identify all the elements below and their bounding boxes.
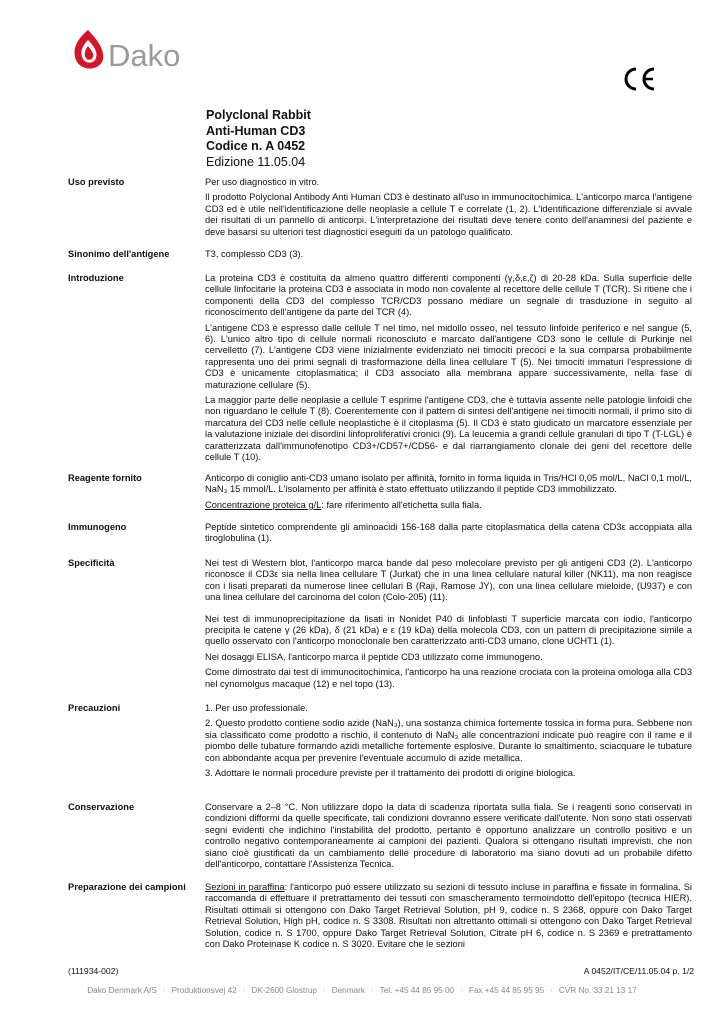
section-conservazione <box>68 802 692 874</box>
cvr: CVR No. 33 21 13 17 <box>558 986 637 995</box>
section-introduzione <box>68 273 692 468</box>
paragraph: Per uso diagnostico in vitro. <box>205 177 320 187</box>
underlined-term: Concentrazione proteica g/L <box>205 499 322 510</box>
paragraph: Come dimostrato dai test di immunocitochimica, l'anticorpo ha una reazione crociata con la proteina omologa alla CD3 nel cynomolgus macaque (12) e nel topo (13). <box>205 667 692 689</box>
edition: Edizione 11.05.04 <box>206 154 306 169</box>
city: DK-2600 Glostrup <box>251 986 317 995</box>
street: Produktionsvej 42 <box>171 986 237 995</box>
title-line-1: Polyclonal Rabbit <box>206 108 311 122</box>
section-label: Uso previsto <box>68 177 125 187</box>
paragraph: 2. Questo prodotto contiene sodio azide (NaN₃), una sostanza chimica fortemente tossica in forma pura. Sebbene non sia classificato come prodotto a rischio, il contenuto di NaN₃ alle concentrazioni indicate può reagire con il rame e il piombo delle tubature formando azidi metalliche fortemente esplosive. Durante lo smaltimento, sciacquare le tubature con abbondante acqua per prevenire l'eventuale accumulo di azide metallica. <box>205 718 692 763</box>
section-label: Preparazione dei campioni <box>68 882 186 892</box>
paragraph: Anticorpo di coniglio anti-CD3 umano isolato per affinità, fornito in forma liquida in Tris/HCl 0,05 mol/L, NaCl 0,1 mol/L, NaN₃ 15 mmol/L. L'isolamento per affinità è stato effettuato utilizzando il peptide CD3 immobilizzato. <box>205 473 692 495</box>
fax: Fax +45 44 85 95 95 <box>468 986 545 995</box>
section-precauzioni <box>68 703 692 783</box>
section-label: Introduzione <box>68 273 124 283</box>
document-number: (111934-002) <box>68 966 119 976</box>
paragraph: Nei test di immunoprecipitazione da lisati in Nonidet P40 di linfoblasti T superficie marcata con iodio, l'anticorpo precipita le catene γ (26 kDa), δ (21 kDa) e ε (19 kDa) della molecola CD3, con un pattern di precipitazione simile a quello osservato con l'anticorpo monoclonale ben caratterizzato anti-CD3 umano, clone UCHT1 (1). <box>205 613 692 647</box>
company-name: Dako Denmark A/S <box>87 986 157 995</box>
paragraph-rest: : fare riferimento all'etichetta sulla fiala. <box>321 499 482 510</box>
paragraph: T3, complesso CD3 (3). <box>205 249 304 259</box>
section-label: Immunogeno <box>68 522 127 532</box>
paragraph: Nei dosaggi ELISA, l'anticorpo marca il peptide CD3 utilizzato come immunogeno. <box>205 651 543 662</box>
country: Denmark <box>331 986 365 995</box>
section-uso-previsto <box>68 177 692 242</box>
section-specificita <box>68 558 692 694</box>
ce-mark-icon <box>620 66 658 92</box>
section-sinonimo <box>68 249 692 264</box>
section-label: Sinonimo dell'antigene <box>68 249 170 259</box>
page-reference: A 0452/IT/CE/11.05.04 p. 1/2 <box>583 966 694 976</box>
paragraph-rest: : l'anticorpo può essere utilizzato su sezioni di tessuto incluse in paraffina e fissate in formalina. Si raccomanda di effettuare il pretrattamento dei tessuti con smascheramento termoindotto dell'epitopo (tecnica HIER). Risultati ottimali si ottengono con Dako Target Retrieval Solution, pH 9, codice n. S 2368, oppure con Dako Target Retrieval Solution, High pH, codice n. S 3308. Risultati non altrettanto ottimali si ottengono con Dako Target Retrieval Solution, codice n. S 1700, oppure Dako Target Retrieval Solution, Citrate pH 6, codice n. S 2369 e pretrattamento con Dako Proteinase K codice n. S 3020. Evitare che le sezioni <box>205 882 692 950</box>
paragraph <box>205 882 692 950</box>
product-code: Codice n. A 0452 <box>206 139 306 153</box>
section-immunogeno <box>68 522 692 549</box>
company-footer: Dako Denmark A/S · Produktionsvej 42 · DK-2600 Glostrup · Denmark · Tel. +45 44 85 95 00 · Fax +45 44 85 95 95 · CVR No. 33 21 13 17 <box>87 986 637 995</box>
section-label: Reagente fornito <box>68 473 142 483</box>
paragraph: La proteina CD3 è costituita da almeno quattro differenti componenti (γ,δ,ε,ζ) di 20-28 kDa. Sulla superficie delle cellule linfocitarie la proteina CD3 è associata in modo non covalente al recettore delle cellule T (TCR). Si ritiene che i componenti della CD3 del complesso TCR/CD3 possano mediare un segnale di trasduzione in seguito al riconoscimento dell'antigene da parte del TCR (4). <box>205 273 692 318</box>
section-reagente <box>68 473 692 515</box>
paragraph: 1. Per uso professionale. <box>205 703 308 713</box>
section-label: Precauzioni <box>68 703 121 713</box>
paragraph: L'antigene CD3 è espresso dalle cellule T nel timo, nel midollo osseo, nel tessuto linfoide periferico e nel sangue (5, 6). L'unico altro tipo di cellule normali riconosciuto e marcato dall'antigene CD3 sono le cellule di Purkinje nel cervelletto (7). L'antigene CD3 viene inizialmente evidenziato nei timociti precoci e la sua comparsa probabilmente rappresenta uno dei primi segnali di trasformazione della linea cellulare T (5). Nei timociti immaturi l'espressione di CD3 è unicamente citoplasmatica; il CD3 associato alla membrana appare successivamente, nella fase di maturazione cellulare (5). <box>205 322 692 390</box>
paragraph <box>205 500 692 511</box>
section-preparazione <box>68 882 692 954</box>
paragraph: Conservare a 2–8 °C. Non utilizzare dopo la data di scadenza riportata sulla fiala. Se i reagenti sono conservati in condizioni difformi da quelle specificate, tali condizioni dovranno essere verificate dall'utente. Non sono stati osservati segni evidenti che indichino l'instabilità del prodotto, pertanto è opportuno analizzare un controllo positivo e un controllo negativo contemporaneamente ai campioni dei pazienti. Qualora si ottengano risultati imprevisti, che non siano cioè giustificati da un cambiamento delle procedure di laboratorio ma siano dovuti ad un probabile difetto dell'anticorpo, contattare l'Assistenza Tecnica. <box>205 802 692 870</box>
paragraph: La maggior parte delle neoplasie a cellule T esprime l'antigene CD3, che è tuttavia assente nelle patologie linfoidi che non riguardano le cellule T (8). Coerentemente con il pattern di sintesi dell'antigene nei timociti normali, il primo sito di marcatura del CD3 nelle cellule neoplastiche è il citoplasma (5). Il CD3 è stato giudicato un marcatore essenziale per la valutazione iniziale dei disordini linfoproliferativi cronici (9). La leucemia a grandi cellule granulari di tipo T (T-LGL) è caratterizzata dall'immunofenotipo CD3+/CD57+/CD56- e dal riarrangiamento clonale dei geni del recettore delle cellule T (10). <box>205 395 692 463</box>
underlined-term: Sezioni in paraffina <box>205 882 285 892</box>
title-line-2: Anti-Human CD3 <box>206 123 306 138</box>
paragraph: Nei test di Western blot, l'anticorpo marca bande dal peso molecolare previsto per gli antigeni CD3 (2). L'anticorpo riconosce il CD3ε sia nella linea cellulare T (Jurkat) che in una linea cellulare natural killer (NK11), ma non reagisce con i lisati preparati da numerose linee cellulari B (Raji, Ramose JY), con una linea cellulare mieloide, (U937) e con una linea cellulare del carcinoma del colon (Colo-205) (11). <box>205 558 692 603</box>
document-title <box>206 108 311 170</box>
telephone: Tel. +45 44 85 95 00 <box>379 986 455 995</box>
paragraph: Peptide sintetico comprendente gli aminoacidi 156-168 dalla parte citoplasmatica della catena CD3ε accoppiata alla tiroglobulina (1). <box>205 522 692 544</box>
section-label: Conservazione <box>68 802 135 812</box>
brand-name: Dako <box>108 38 181 73</box>
paragraph: Il prodotto Polyclonal Antibody Anti Human CD3 è destinato all'uso in immunocitochimica. L'anticorpo marca l'antigene CD3 ed è utile nell'identificazione delle neoplasie a cellule T e correlate (1, 2). L'identificazione differenziale si avvale dei risultati di un pannello di anticorpi. L'interpretazione dei risultati deve tenere conto dell'anamnesi del paziente e deve basarsi su ulteriori test diagnostici eseguiti da un patologo qualificato. <box>205 192 692 237</box>
section-label: Specificità <box>68 558 115 568</box>
paragraph: 3. Adottare le normali procedure previste per il trattamento dei prodotti di origine biologica. <box>205 768 576 779</box>
